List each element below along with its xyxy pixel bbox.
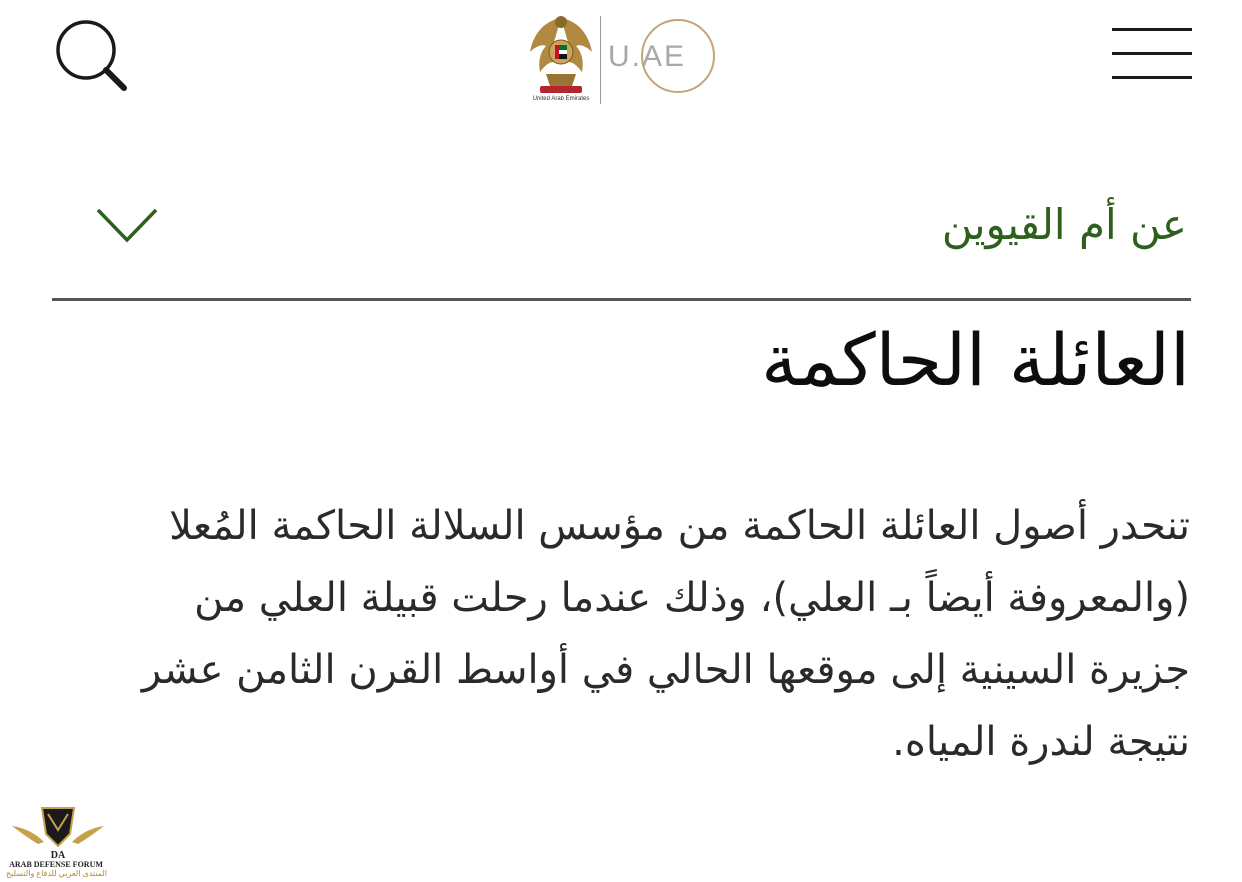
hamburger-menu-icon [1108, 24, 1194, 84]
logo-tagline: United Arab Emirates [532, 96, 590, 102]
svg-text:DA: DA [50, 850, 66, 861]
logo-divider [600, 16, 601, 104]
accordion-about-umm-al-quwain[interactable] [52, 180, 1191, 301]
watermark-title-ar: المنتدى العربي للدفاع والتسليح [6, 869, 108, 878]
watermark-title-en: ARAB DEFENSE FORUM [9, 860, 103, 869]
chevron-down-icon[interactable] [96, 208, 158, 244]
search-icon [52, 16, 132, 96]
accordion-title: عن أم القيوين [941, 200, 1187, 249]
site-header [0, 0, 1242, 120]
emblem-icon [526, 12, 596, 98]
section-paragraph: تنحدر أصول العائلة الحاكمة من مؤسس السلالة الحاكمة المُعلا (والمعروفة أيضاً بـ العلي)، وذلك عندما رحلت قبيلة العلي من جزيرة السينية إلى موقعها الحالي في أواسط القرن الثامن عشر نتيجة لندرة المياه. [141, 503, 1190, 765]
menu-button[interactable] [1108, 24, 1194, 84]
section-heading: العائلة الحاكمة [761, 318, 1190, 402]
search-button[interactable] [52, 16, 132, 96]
uae-wordmark: U.AE [608, 40, 687, 73]
